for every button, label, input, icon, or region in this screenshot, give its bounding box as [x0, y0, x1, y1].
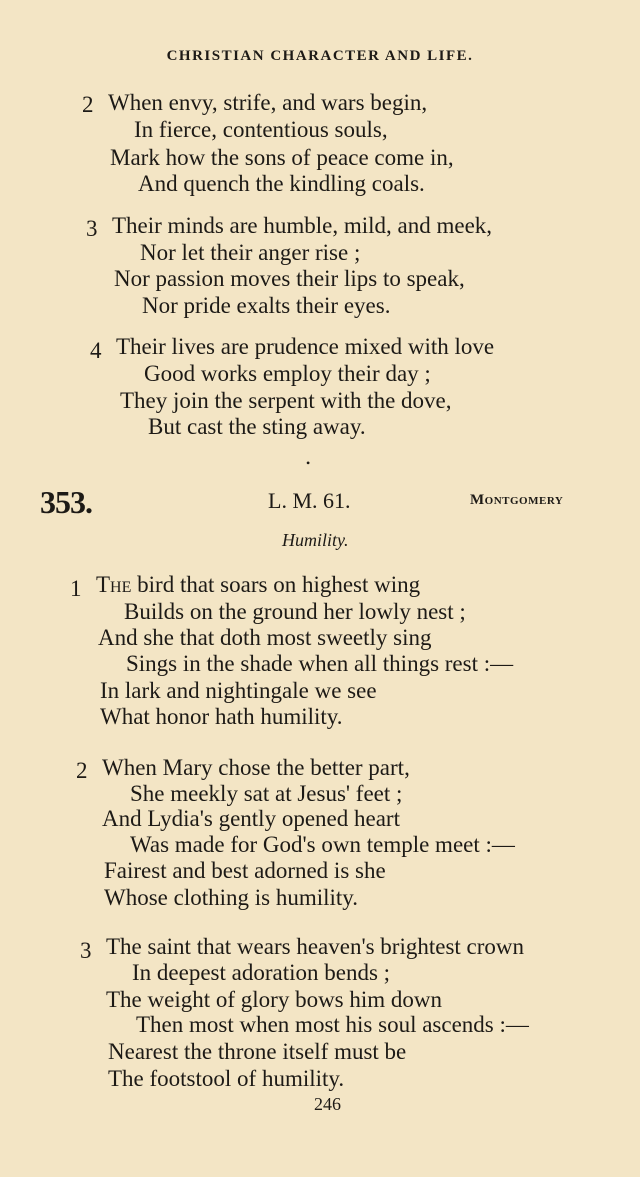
- hymn-author: Montgomery: [470, 492, 564, 508]
- verse-line: Their minds are humble, mild, and meek,: [112, 213, 493, 238]
- verse-line: Sings in the shade when all things rest :—: [126, 651, 514, 676]
- verse-line: Then most when most his soul ascends :—: [136, 1012, 529, 1037]
- verse-line: The weight of glory bows him down: [106, 987, 443, 1012]
- verse-line: And Lydia's gently opened heart: [102, 806, 400, 831]
- verse-line: And she that doth most sweetly sing: [98, 625, 432, 650]
- verse-line: In deepest adoration bends ;: [132, 960, 391, 985]
- separator-mark: •: [306, 456, 311, 470]
- verse-line: And quench the kindling coals.: [138, 171, 425, 196]
- verse-line: Their lives are prudence mixed with love: [116, 334, 495, 359]
- verse-line: The saint that wears heaven's brightest crown: [106, 934, 525, 959]
- verse-line: Was made for God's own temple meet :—: [130, 832, 515, 857]
- verse-line-rest: bird that soars on highest wing: [131, 572, 421, 597]
- verse-line: Nor pride exalts their eyes.: [142, 293, 391, 318]
- hymn-number: 353.: [40, 484, 92, 520]
- stanza-number: 2: [82, 92, 94, 117]
- hymn-meter: L. M. 61.: [268, 488, 351, 513]
- verse-line: Builds on the ground her lowly nest ;: [124, 599, 466, 624]
- verse-line: She meekly sat at Jesus' feet ;: [130, 781, 403, 806]
- verse-line: In fierce, contentious souls,: [134, 117, 388, 142]
- verse-line: [96, 572, 420, 598]
- verse-line: The footstool of humility.: [108, 1066, 345, 1091]
- stanza-number: 2: [76, 758, 88, 783]
- page-number: 246: [314, 1094, 341, 1114]
- verse-line: They join the serpent with the dove,: [120, 388, 452, 413]
- verse-line: Mark how the sons of peace come in,: [110, 145, 454, 170]
- verse-line: Nor passion moves their lips to speak,: [114, 266, 465, 291]
- verse-line: Nor let their anger rise ;: [140, 240, 361, 265]
- verse-line: When envy, strife, and wars begin,: [108, 90, 428, 115]
- stanza-number: 1: [70, 576, 82, 601]
- verse-line: Nearest the throne itself must be: [108, 1039, 407, 1064]
- verse-line: What honor hath humility.: [100, 704, 343, 729]
- verse-line: But cast the sting away.: [148, 414, 366, 439]
- hymn-subject: Humility.: [282, 530, 349, 550]
- first-word: The: [96, 572, 132, 597]
- verse-line: Whose clothing is humility.: [104, 885, 359, 910]
- verse-line: When Mary chose the better part,: [102, 755, 410, 780]
- verse-line: Fairest and best adorned is she: [104, 858, 386, 883]
- running-head: CHRISTIAN CHARACTER AND LIFE.: [166, 48, 474, 64]
- stanza-number: 3: [86, 216, 98, 241]
- stanza-number: 4: [90, 338, 102, 363]
- stanza-number: 3: [80, 938, 92, 963]
- verse-line: In lark and nightingale we see: [100, 678, 377, 703]
- verse-line: Good works employ their day ;: [144, 361, 431, 386]
